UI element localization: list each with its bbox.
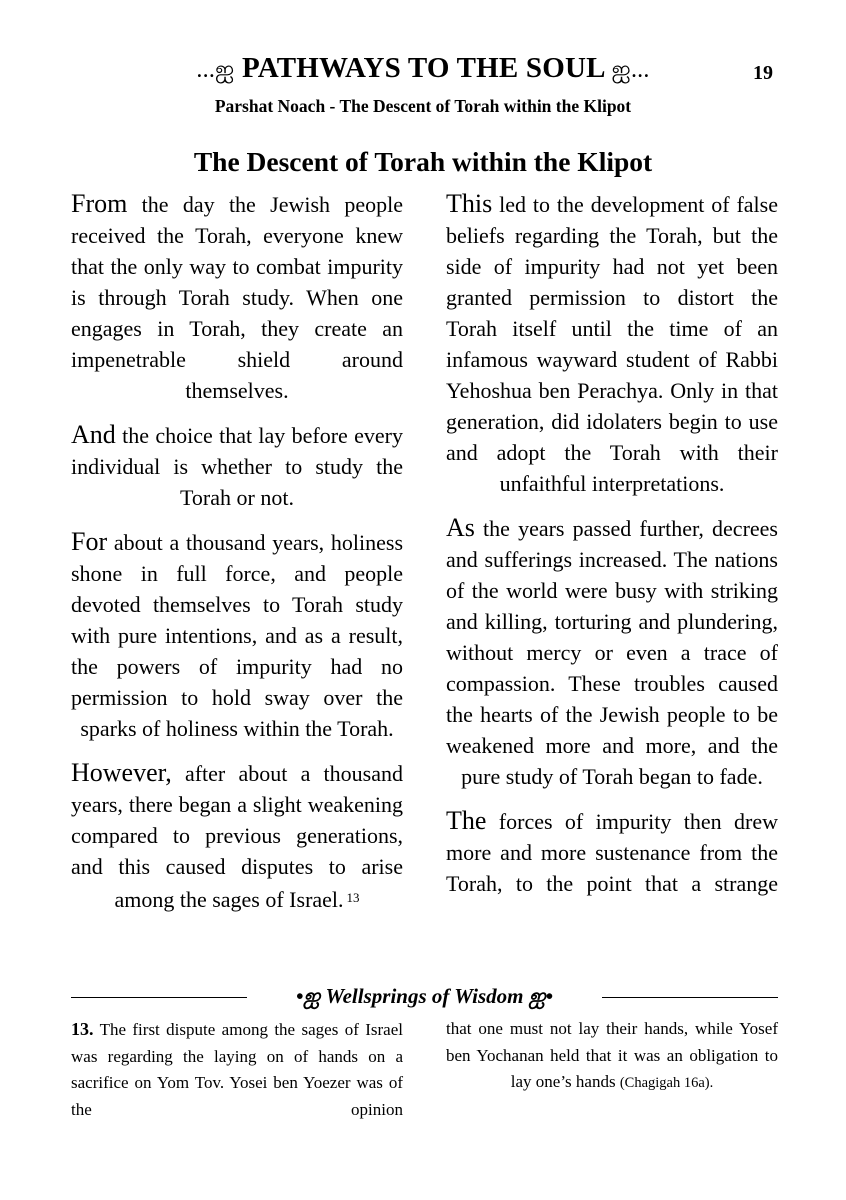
paragraph-lead-word: However, [71, 758, 172, 787]
footnote-column-right [446, 1016, 778, 1097]
ornament-left-icon: •ஐ [296, 984, 321, 1008]
footnote-reference[interactable]: 13 [346, 890, 360, 905]
footnote-body: The first dispute among the sages of Israel was regarding the laying on of hands on a sacrifice on Yom Tov. Yosei ben Yoezer was of the opinion [71, 1020, 403, 1119]
body-column-left [71, 188, 403, 928]
divider-rule-left [71, 997, 247, 998]
paragraph-lead-word: The [446, 806, 487, 835]
footnote-text [446, 1016, 778, 1097]
paragraph-text: after about a thousand years, there began a slight weakening compared to previous generations, and this caused disputes to arise among the sages of Israel. [71, 761, 403, 912]
paragraph-lead-word: For [71, 527, 108, 556]
footnote-heading-text: Wellsprings of Wisdom [325, 984, 524, 1008]
paragraph [446, 805, 778, 899]
ornament-right-icon: ஐ... [611, 57, 650, 83]
paragraph [71, 757, 403, 915]
paragraph-lead-word: As [446, 513, 475, 542]
footnote-divider [71, 984, 778, 1012]
footnote-heading [247, 984, 602, 1011]
footnote-column-left [71, 1016, 403, 1123]
paragraph [71, 188, 403, 406]
paragraph [71, 526, 403, 744]
paragraph [71, 419, 403, 513]
footnote-number: 13. [71, 1019, 94, 1039]
paragraph-lead-word: And [71, 420, 116, 449]
footnote-body: that one must not lay their hands, while Yosef ben Yochanan held that it was an obligation to lay one’s hands [446, 1019, 778, 1091]
paragraph-text: the years passed further, decrees and sufferings increased. The nations of the world were busy with striking and killing, torturing and plundering, without mercy or even a trace of compassion. These troubles caused the hearts of the Jewish people to be weakened more and more, and the pure study of Torah began to fade. [446, 516, 778, 789]
running-header [0, 50, 846, 90]
ornament-right-icon: ஐ• [528, 984, 553, 1008]
footnote-source: (Chagigah 16a). [619, 1075, 714, 1091]
running-title-text: PATHWAYS TO THE SOUL [241, 52, 605, 84]
divider-rule-right [602, 997, 778, 998]
paragraph [446, 188, 778, 499]
paragraph-lead-word: This [446, 189, 493, 218]
chapter-title: The Descent of Torah within the Klipot [193, 146, 653, 177]
ornament-left-icon: ...ஐ [196, 57, 235, 83]
page-number: 19 [753, 62, 773, 84]
footnote-text [71, 1016, 403, 1123]
running-title [132, 52, 714, 86]
paragraph-lead-word: From [71, 189, 128, 218]
section-subtitle: Parshat Noach - The Descent of Torah within the Klipot [214, 96, 632, 116]
paragraph-text: about a thousand years, holiness shone in full force, and people devoted themselves to Torah study with pure intentions, and as a result, the powers of impurity had no permission to hold sway over the sparks of holiness within the Torah. [71, 530, 403, 741]
paragraph-text: the choice that lay before every individual is whether to study the Torah or not. [71, 423, 403, 510]
body-column-right [446, 188, 778, 912]
paragraph-text: led to the development of false beliefs regarding the Torah, but the side of impurity had not yet been granted permission to distort the Torah itself until the time of an infamous wayward student of Rabbi Yehoshua ben Perachya. Only in that generation, did idolaters begin to use and adopt the Torah with their unfaithful interpretations. [446, 192, 778, 496]
paragraph-text: forces of impurity then drew more and more sustenance from the Torah, to the point that a strange [446, 809, 778, 896]
paragraph [446, 512, 778, 792]
paragraph-text: the day the Jewish people received the Torah, everyone knew that the only way to combat impurity is through Torah study. When one engages in Torah, they create an impenetrable shield around themselves. [71, 192, 403, 403]
